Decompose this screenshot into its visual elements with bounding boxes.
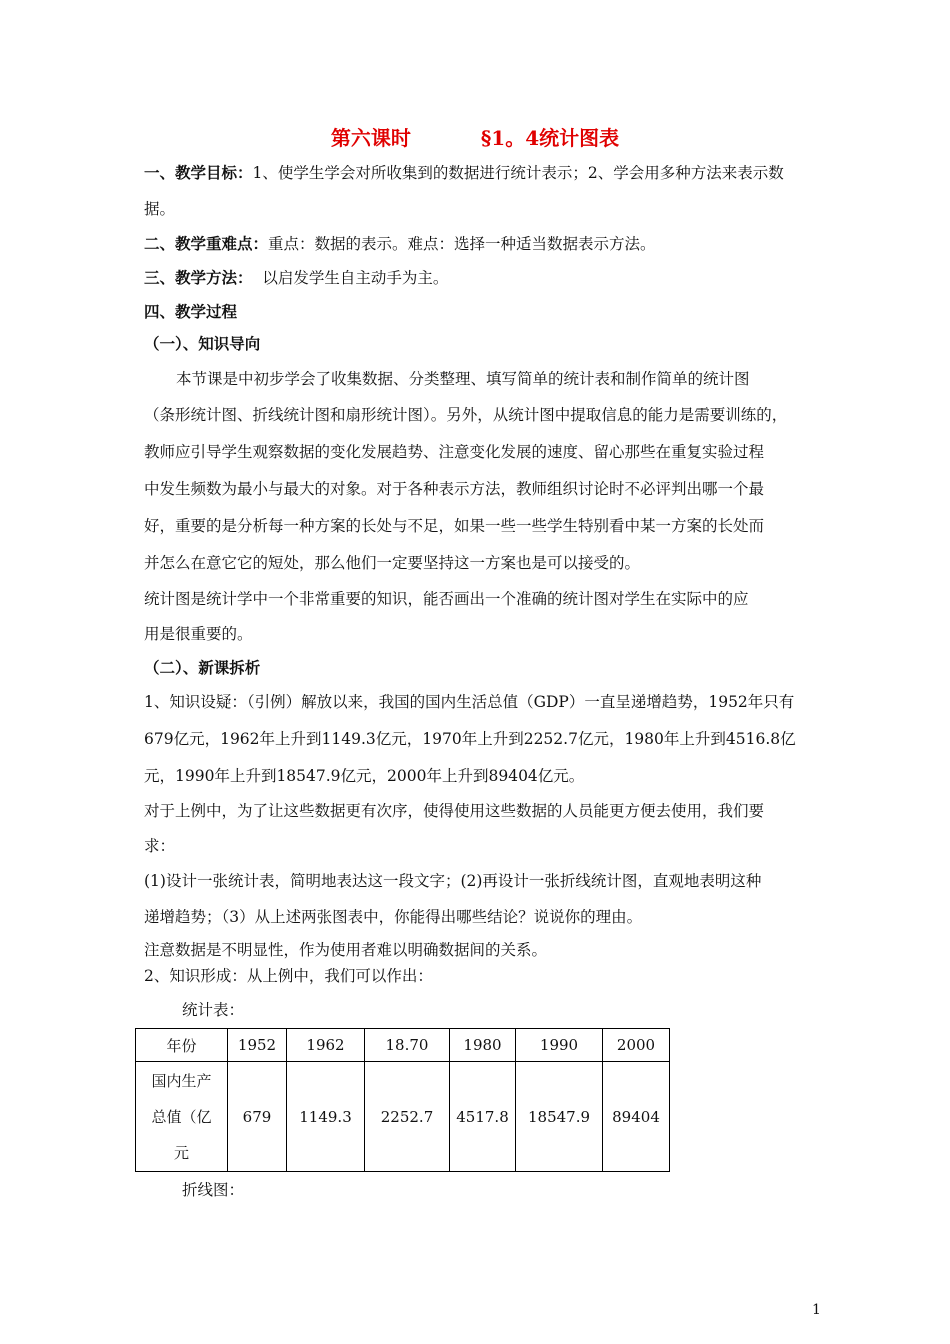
keypoints-label: 二、教学重难点： (144, 234, 269, 253)
para2-line: 用是很重要的。 (144, 625, 253, 643)
chart-caption: 折线图： (182, 1181, 245, 1199)
para1-line: 好，重要的是分析每一种方案的长处与不足，如果一些一些学生特别看中某一方案的长处而 (144, 517, 765, 535)
para1-line: 并怎么在意它它的短处，那么他们一定要坚持这一方案也是可以接受的。 (144, 554, 641, 572)
para1-line: 中发生频数为最小与最大的对象。对于各种表示方法，教师组织讨论时不必评判出哪一个最 (144, 480, 765, 498)
table-row-label (136, 1062, 228, 1172)
para5-line: (1)设计一张统计表，简明地表达这一段文字；(2)再设计一张折线统计图，直观地表明这种 (144, 872, 762, 890)
para1-line: （条形统计图、折线统计图和扇形统计图）。另外，从统计图中提取信息的能力是需要训练的， (144, 406, 788, 424)
para1-line: 本节课是中初步学会了收集数据、分类整理、填写简单的统计表和制作简单的统计图 (176, 370, 750, 388)
method-line (144, 268, 448, 288)
table-header-cell: 1952 (228, 1029, 287, 1062)
para2-line: 统计图是统计学中一个非常重要的知识，能否画出一个准确的统计图对学生在实际中的应 (144, 590, 749, 608)
process-heading: 四、教学过程 (144, 302, 238, 321)
row-label-line: 总值（亿 (151, 1107, 212, 1126)
table-header-cell: 1980 (450, 1029, 516, 1062)
keypoints-line (144, 234, 656, 254)
para3-line: 1、知识设疑：（引例）解放以来，我国的国内生活总值（GDP）一直呈递增趋势，1952年只有 (144, 693, 795, 711)
para7-line: 2、知识形成：从上例中，我们可以作出： (144, 967, 433, 985)
table-header-cell: 1990 (516, 1029, 603, 1062)
para4-line: 求： (144, 837, 176, 855)
goals-cont: 据。 (144, 200, 176, 218)
table-header-cell: 1962 (287, 1029, 365, 1062)
table-header-cell: 18.70 (365, 1029, 450, 1062)
keypoints-text: 重点：数据的表示。难点：选择一种适当数据表示方法。 (268, 235, 656, 253)
table-cell: 18547.9 (516, 1062, 603, 1172)
table-header-cell: 年份 (136, 1029, 228, 1062)
table-caption: 统计表： (182, 1001, 245, 1019)
table-cell: 1149.3 (287, 1062, 365, 1172)
table-row (136, 1062, 670, 1172)
table-cell: 89404 (603, 1062, 670, 1172)
page-title (0, 122, 950, 151)
para3-line: 元，1990年上升到18547.9亿元，2000年上升到89404亿元。 (144, 767, 585, 785)
goals-label: 一、教学目标： (144, 163, 253, 182)
goals-text: 1、使学生学会对所收集到的数据进行统计表示；2、学会用多种方法来表示数 (252, 164, 784, 182)
page-number: 1 (812, 1302, 821, 1318)
row-label-line: 国内生产 (151, 1071, 212, 1090)
table-cell: 679 (228, 1062, 287, 1172)
table-header-cell: 2000 (603, 1029, 670, 1062)
method-text: 以启发学生自主动手为主。 (252, 269, 449, 287)
goals-line (144, 163, 784, 183)
section2-heading: （二）、新课拆析 (144, 658, 261, 677)
para3-line: 679亿元，1962年上升到1149.3亿元，1970年上升到2252.7亿元，1980年上升到4516.8亿 (144, 730, 796, 748)
para4-line: 对于上例中，为了让这些数据更有次序，使得使用这些数据的人员能更方便去使用，我们要 (144, 802, 765, 820)
title-section: §1。4统计图表 (480, 126, 620, 150)
method-label: 三、教学方法： (144, 268, 253, 287)
statistics-table (135, 1028, 670, 1172)
table-cell: 2252.7 (365, 1062, 450, 1172)
section1-heading: （一）、知识导向 (144, 334, 261, 353)
para6-line: 注意数据是不明显性，作为使用者难以明确数据间的关系。 (144, 941, 548, 959)
table-cell: 4517.8 (450, 1062, 516, 1172)
para1-line: 教师应引导学生观察数据的变化发展趋势、注意变化发展的速度、留心那些在重复实验过程 (144, 443, 765, 461)
table-header-row (136, 1029, 670, 1062)
title-lesson: 第六课时 (330, 126, 411, 150)
para5-line: 递增趋势；（3）从上述两张图表中，你能得出哪些结论？说说你的理由。 (144, 908, 643, 926)
row-label-line: 元 (173, 1143, 189, 1162)
